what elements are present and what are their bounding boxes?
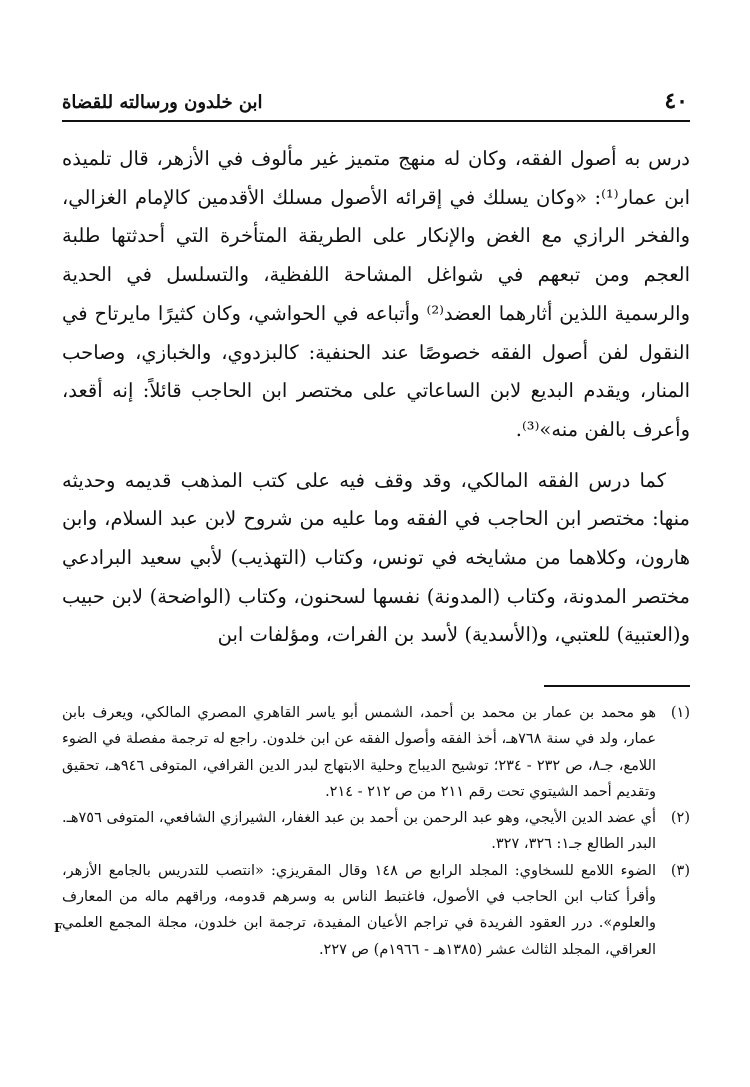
footnote: [62, 805, 690, 858]
footnote: [62, 700, 690, 805]
footnote-separator: [544, 685, 690, 687]
page-number: ٤٠: [664, 88, 688, 114]
footnotes: [62, 700, 690, 963]
margin-mark: F: [54, 921, 63, 935]
paragraph: درس به أصول الفقه، وكان له منهج متميز غير مألوف في الأزهر، قال تلميذه ابن عمار⁽¹⁾: «وكان يسلك في إقرائه الأصول مسلك الأقدمين كالإمام الغزالي، والفخر الرازي مع الغض والإنكار على الطريقة المتأخرة التي أحدثتها طلبة العجم ومن تبعهم في شواغل المشاحة اللفظية، والتسلسل في الحدية والرسمية اللذين أثارهما العضد⁽²⁾ وأتباعه في الحواشي، وكان كثيرًا مايرتاح في النقول لفن أصول الفقه خصوصًا عند الحنفية: كالبزدوي، والخبازي، وصاحب المنار، ويقدم البديع لابن الساعاتي على مختصر ابن الحاجب قائلاً: إنه أقعد، وأعرف بالفن منه»⁽³⁾.: [62, 147, 690, 441]
running-title: ابن خلدون ورسالته للقضاة: [62, 92, 263, 113]
footnote-number: (١): [670, 705, 690, 721]
page-header: [62, 86, 690, 122]
main-text: [62, 140, 690, 655]
footnote-text: هو محمد بن عمار بن محمد بن أحمد، الشمس أبو ياسر القاهري المصري المالكي، ويعرف بابن عمار، ولد في سنة ٧٦٨هـ، أخذ الفقه وأصول الفقه عن ابن خلدون. راجع له ترجمة مفصلة في الضوء اللامع، جـ٨، ص ٢٣٢ - ٢٣٤؛ توشيح الديباج وحلية الابتهاج لبدر الدين القرافي، المتوفى ٩٤٦هـ، تحقيق وتقديم أحمد الشيتوي تحت رقم ٢١١ من ص ٢١٢ - ٢١٤.: [62, 705, 656, 800]
paragraph: كما درس الفقه المالكي، وقد وقف فيه على كتب المذهب قديمه وحديثه منها: مختصر ابن الحاجب في الفقه وما عليه من شروح لابن عبد السلام، وابن هارون، وكلاهما من مشايخه في تونس، وكتاب (التهذيب) لأبي سعيد البرادعي مختصر المدونة، وكتاب (المدونة) نفسها لسحنون، وكتاب (الواضحة) لابن حبيب و(العتبية) للعتبي، و(الأسدية) لأسد بن الفرات، ومؤلفات ابن: [62, 468, 690, 647]
footnote-text: أي عضد الدين الأيجي، وهو عبد الرحمن بن أحمد بن عبد الغفار، الشيرازي الشافعي، المتوفى ٧٥٦هـ. البدر الطالع جـ١: ٣٢٦، ٣٢٧.: [62, 810, 656, 853]
footnote-number: (٣): [670, 862, 690, 879]
footnote: [62, 858, 690, 963]
footnote-number: (٢): [670, 810, 690, 827]
footnote-text: الضوء اللامع للسخاوي: المجلد الرابع ص ١٤٨ وقال المقريزي: «انتصب للتدريس بالجامع الأزهر، وأقرأ كتاب ابن الحاجب في الأصول، فاغتبط الناس به وسرهم قدومه، وراقهم ماله من المعارف والعلوم». درر العقود الفريدة في تراجم الأعيان المفيدة، ترجمة ابن خلدون، مجلة المجمع العلمي العراقي، المجلد الثالث عشر (١٣٨٥هـ - ١٩٦٦م) ص ٢٢٧.: [62, 862, 656, 958]
